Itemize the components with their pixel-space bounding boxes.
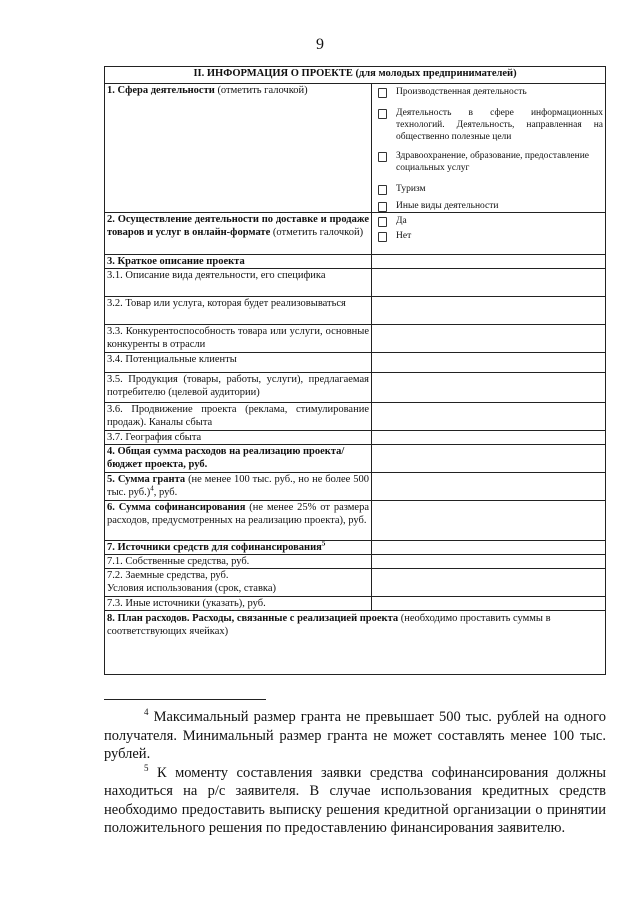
q1-option-production[interactable]: Производственная деятельность (374, 86, 603, 98)
q3-4-label: 3.4. Потенциальные клиенты (105, 353, 372, 373)
checkbox-icon[interactable] (378, 88, 387, 98)
project-info-table (104, 66, 606, 675)
q3-1-answer[interactable] (372, 269, 606, 297)
q1-option-healthcare[interactable]: Здравоохранение, образование, предоставление социальных услуг (374, 150, 603, 174)
q2-option-yes[interactable]: Да (374, 215, 603, 227)
q2-label: 2. Осуществление деятельности по доставке и продаже товаров и услуг в онлайн-формате (отметить галочкой) (105, 213, 372, 255)
footnotes (104, 708, 606, 838)
q3-5-answer[interactable] (372, 373, 606, 403)
q1-option-it[interactable]: Деятельность в сфере информационных технологий. Деятельность, направленная на общественно полезные цели (374, 107, 603, 143)
q7-2-label: 7.2. Заемные средства, руб. Условия использования (срок, ставка) (105, 569, 372, 597)
q3-7-label: 3.7. География сбыта (105, 431, 372, 445)
q3-1-label: 3.1. Описание вида деятельности, его специфика (105, 269, 372, 297)
q7-1-label: 7.1. Собственные средства, руб. (105, 555, 372, 569)
q7-label: 7. Источники средств для софинансирования$^5$ (105, 541, 372, 555)
q3-answer[interactable] (372, 255, 606, 269)
checkbox-icon[interactable] (378, 185, 387, 195)
q5-label: 5. Сумма гранта (не менее 100 тыс. руб., но не более 500 тыс. руб.)$^4$, руб. (105, 473, 372, 501)
q6-label: 6. Сумма софинансирования (не менее 25% от размера расходов, предусмотренных на реализацию проекта), руб. (105, 501, 372, 541)
checkbox-icon[interactable] (378, 232, 387, 242)
checkbox-icon[interactable] (378, 217, 387, 227)
q3-2-label: 3.2. Товар или услуга, которая будет реализовываться (105, 297, 372, 325)
footnote-divider (104, 699, 266, 700)
q2-option-no[interactable]: Нет (374, 230, 603, 242)
q4-answer[interactable] (372, 445, 606, 473)
q3-3-label: 3.3. Конкурентоспособность товара или услуги, основные конкуренты в отрасли (105, 325, 372, 353)
q4-label: 4. Общая сумма расходов на реализацию проекта/бюджет проекта, руб. (105, 445, 372, 473)
q7-3-label: 7.3. Иные источники (указать), руб. (105, 597, 372, 611)
q3-5-label: 3.5. Продукция (товары, работы, услуги), предлагаемая потребителю (целевой аудитории) (105, 373, 372, 403)
q6-answer[interactable] (372, 501, 606, 541)
q3-6-answer[interactable] (372, 403, 606, 431)
q5-answer[interactable] (372, 473, 606, 501)
q1-option-tourism[interactable]: Туризм (374, 183, 603, 195)
checkbox-icon[interactable] (378, 152, 387, 162)
q3-2-answer[interactable] (372, 297, 606, 325)
checkbox-icon[interactable] (378, 109, 387, 119)
q7-1-answer[interactable] (372, 555, 606, 569)
q1-options (372, 84, 606, 213)
q8-label: 8. План расходов. Расходы, связанные с реализацией проекта (необходимо проставить суммы в соответствующих ячейках) (105, 611, 606, 675)
section-title: II. ИНФОРМАЦИЯ О ПРОЕКТЕ (для молодых предпринимателей) (105, 67, 606, 84)
q7-answer[interactable] (372, 541, 606, 555)
footnote-4: $^4$ Максимальный размер гранта не превышает 500 тыс. рублей на одного получателя. Минимальный размер гранта не может составлять менее 100 тыс. рублей. (104, 707, 606, 762)
q3-4-answer[interactable] (372, 353, 606, 373)
q3-3-answer[interactable] (372, 325, 606, 353)
checkbox-icon[interactable] (378, 202, 387, 212)
q7-2-answer[interactable] (372, 569, 606, 597)
footnote-5: $^5$ К моменту составления заявки средства софинансирования должны находиться на р/с заявителя. В случае использования кредитных средств необходимо предоставить выписку решения кредитной организации о принятии положительного решения по предоставлению финансирования заявителю. (104, 762, 606, 836)
q1-option-other[interactable]: Иные виды деятельности (374, 200, 603, 212)
q1-label: 1. Сфера деятельности (отметить галочкой) (105, 84, 372, 213)
q2-options (372, 213, 606, 255)
q7-3-answer[interactable] (372, 597, 606, 611)
page-number: 9 (316, 36, 324, 53)
q3-label: 3. Краткое описание проекта (105, 255, 372, 269)
q3-6-label: 3.6. Продвижение проекта (реклама, стимулирование продаж). Каналы сбыта (105, 403, 372, 431)
q3-7-answer[interactable] (372, 431, 606, 445)
